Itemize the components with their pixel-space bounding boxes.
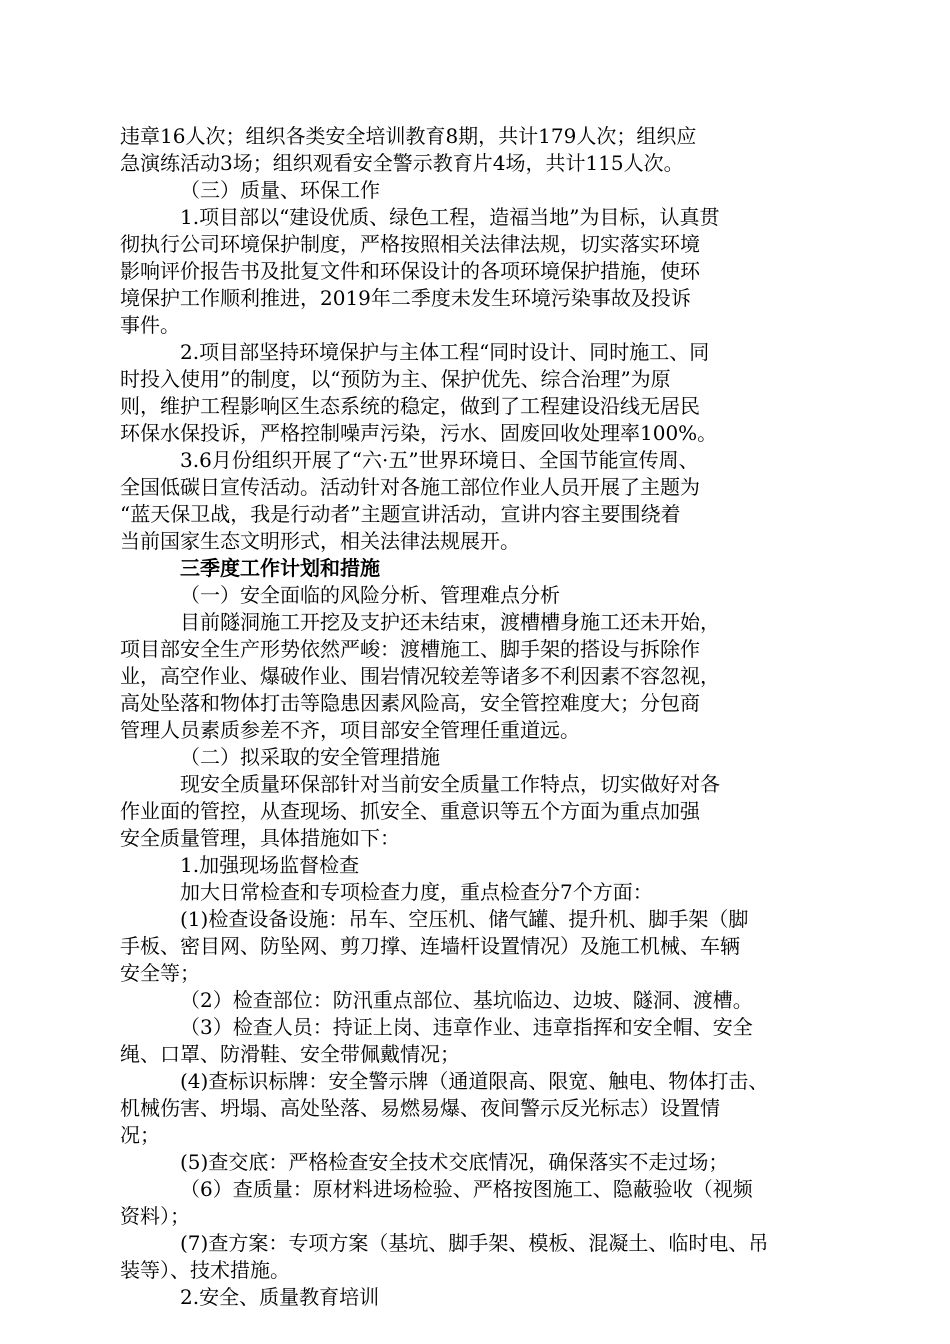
text-line: 3.6月份组织开展了“六·五”世界环境日、全国节能宣传周、 [180,448,699,472]
text-line: （一）安全面临的风险分析、管理难点分析 [180,583,560,607]
text-line: 全国低碳日宣传活动。活动针对各施工部位作业人员开展了主题为 [120,475,700,499]
text-line: 目前隧洞施工开挖及支护还未结束，渡槽槽身施工还未开始， [180,610,720,634]
text-line: 当前国家生态文明形式，相关法律法规展开。 [120,529,520,553]
text-line: 机械伤害、坍塌、高处坠落、易燃易爆、夜间警示反光标志）设置情 [120,1096,720,1120]
text-line: （3）检查人员：持证上岗、违章作业、违章指挥和安全帽、安全 [180,1015,753,1039]
text-line: 时投入使用”的制度，以“预防为主、保护优先、综合治理”为原 [120,367,671,391]
text-line: 作业面的管控，从查现场、抓安全、重意识等五个方面为重点加强 [120,799,700,823]
text-line: 现安全质量环保部针对当前安全质量工作特点，切实做好对各 [180,772,720,796]
text-line: （2）检查部位：防汛重点部位、基坑临边、边坡、隧洞、渡槽。 [180,988,753,1012]
text-line: 绳、口罩、防滑鞋、安全带佩戴情况； [120,1042,460,1066]
text-line: 项目部安全生产形势依然严峻：渡槽施工、脚手架的搭设与拆除作 [120,637,700,661]
text-line: 境保护工作顺利推进，2019年二季度未发生环境污染事故及投诉 [120,286,691,310]
text-line: 况； [120,1123,160,1147]
text-line: 装等）、技术措施。 [120,1258,290,1282]
text-line: （三）质量、环保工作 [180,178,380,202]
text-line: 彻执行公司环境保护制度，严格按照相关法律法规，切实落实环境 [120,232,700,256]
text-line: （6）查质量：原材料进场检验、严格按图施工、隐蔽验收（视频 [180,1177,753,1201]
text-line: 资料）； [120,1204,190,1228]
text-line: 则，维护工程影响区生态系统的稳定，做到了工程建设沿线无居民 [120,394,700,418]
text-line: 2.安全、质量教育培训 [180,1285,380,1309]
text-line: (4)查标识标牌：安全警示牌（通道限高、限宽、触电、物体打击、 [180,1069,769,1093]
text-line: 影响评价报告书及批复文件和环保设计的各项环境保护措施，使环 [120,259,700,283]
text-line: 违章16人次；组织各类安全培训教育8期，共计179人次；组织应 [120,124,697,148]
text-line: 高处坠落和物体打击等隐患因素风险高，安全管控难度大；分包商 [120,691,700,715]
text-line: 急演练活动3场；组织观看安全警示教育片4场，共计115人次。 [120,151,684,175]
text-line: 事件。 [120,313,180,337]
text-line: 安全质量管理，具体措施如下： [120,826,400,850]
text-line: 环保水保投诉，严格控制噪声污染，污水、固废回收处理率100%。 [120,421,718,445]
text-line: (1)检查设备设施：吊车、空压机、储气罐、提升机、脚手架（脚 [180,907,749,931]
text-line: 手板、密目网、防坠网、剪刀撑、连墙杆设置情况）及施工机械、车辆 [120,934,740,958]
text-line: 加大日常检查和专项检查力度，重点检查分7个方面： [180,880,653,904]
text-line: (7)查方案：专项方案（基坑、脚手架、模板、混凝土、临时电、吊 [180,1231,769,1255]
text-line: 业，高空作业、爆破作业、围岩情况较差等诸多不利因素不容忽视， [120,664,720,688]
text-line: 1.项目部以“建设优质、绿色工程，造福当地”为目标，认真贯 [180,205,720,229]
text-line: 安全等； [120,961,200,985]
text-line: (5)查交底：严格检查安全技术交底情况，确保落实不走过场； [180,1150,729,1174]
text-line: 1.加强现场监督检查 [180,853,360,877]
section-heading: 三季度工作计划和措施 [180,556,380,580]
text-line: 管理人员素质参差不齐，项目部安全管理任重道远。 [120,718,580,742]
text-line: （二）拟采取的安全管理措施 [180,745,440,769]
text-line: 2.项目部坚持环境保护与主体工程“同时设计、同时施工、同 [180,340,710,364]
text-line: “蓝天保卫战，我是行动者”主题宣讲活动，宣讲内容主要围绕着 [120,502,681,526]
